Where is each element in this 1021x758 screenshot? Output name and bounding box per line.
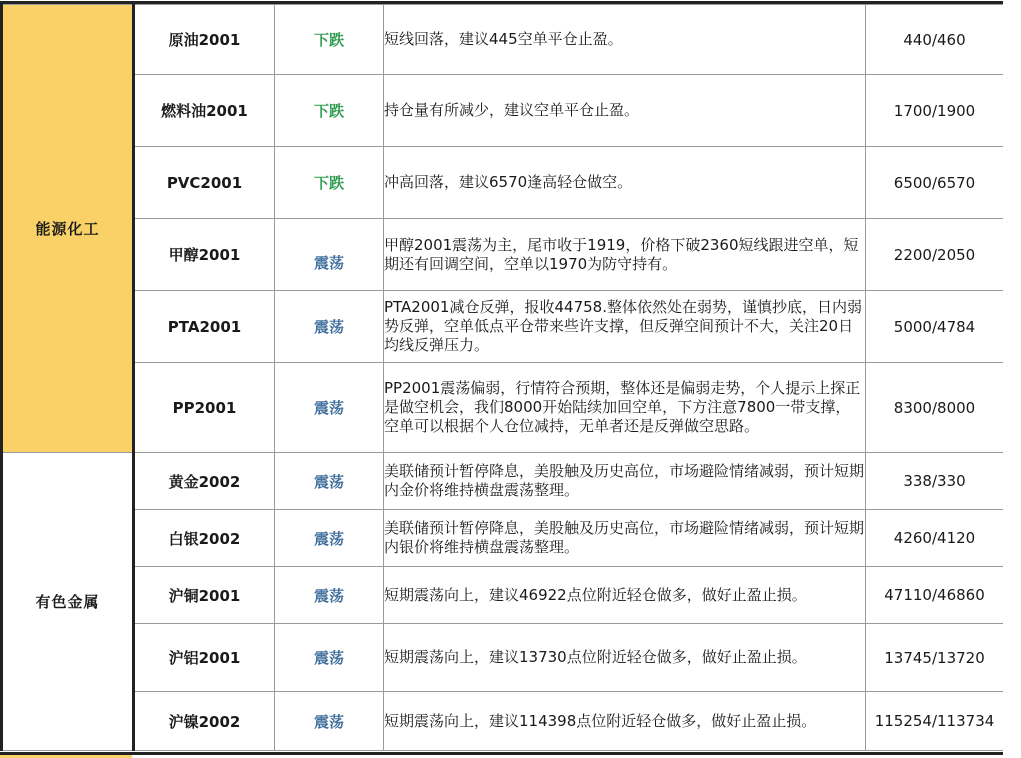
trend-cell: 下跌 bbox=[275, 147, 384, 219]
trend-cell: 震荡 bbox=[275, 510, 384, 567]
symbol-cell: 黄金2002 bbox=[134, 453, 275, 510]
trend-cell: 震荡 bbox=[275, 453, 384, 510]
trend-cell: 震荡 bbox=[275, 363, 384, 453]
table-row bbox=[2, 219, 1005, 291]
trend-cell: 下跌 bbox=[275, 5, 384, 75]
advice-cell: 美联储预计暂停降息，美股触及历史高位，市场避险情绪减弱，预计短期内金价将维持横盘震荡整理。 bbox=[384, 453, 866, 510]
trend-cell: 下跌 bbox=[275, 75, 384, 147]
table-row bbox=[2, 147, 1005, 219]
trend-cell bbox=[275, 219, 384, 291]
table-row bbox=[2, 624, 1005, 692]
trend-cell: 震荡 bbox=[275, 624, 384, 692]
page-margin bbox=[1003, 0, 1021, 758]
advice-cell: 短期震荡向上，建议46922点位附近轻仓做多，做好止盈止损。 bbox=[384, 567, 866, 624]
symbol-cell: 原油2001 bbox=[134, 5, 275, 75]
table-row bbox=[2, 75, 1005, 147]
symbol-cell: PTA2001 bbox=[134, 291, 275, 363]
symbol-cell: 沪镍2002 bbox=[134, 692, 275, 751]
advice-cell: 短期震荡向上，建议114398点位附近轻仓做多，做好止盈止损。 bbox=[384, 692, 866, 751]
advice-cell: 甲醇2001震荡为主，尾市收于1919，价格下破2360短线跟进空单，短期还有回调空间，空单以1970为防守持有。 bbox=[384, 219, 866, 291]
trend-cell: 震荡 bbox=[275, 291, 384, 363]
trend-label: 震荡 bbox=[313, 254, 344, 272]
levels-cell: 13745/13720 bbox=[866, 624, 1005, 692]
levels-cell: 338/330 bbox=[866, 453, 1005, 510]
levels-cell: 1700/1900 bbox=[866, 75, 1005, 147]
symbol-cell: PP2001 bbox=[134, 363, 275, 453]
category-cell: 能源化工 bbox=[2, 5, 134, 453]
levels-cell: 5000/4784 bbox=[866, 291, 1005, 363]
bottom-border bbox=[0, 752, 1003, 755]
levels-cell: 6500/6570 bbox=[866, 147, 1005, 219]
advice-cell: 短线回落，建议445空单平仓止盈。 bbox=[384, 5, 866, 75]
advice-cell: 短期震荡向上，建议13730点位附近轻仓做多，做好止盈止损。 bbox=[384, 624, 866, 692]
symbol-cell: 燃料油2001 bbox=[134, 75, 275, 147]
category-cell: 有色金属 bbox=[2, 453, 134, 751]
symbol-cell: 沪铝2001 bbox=[134, 624, 275, 692]
table-row bbox=[2, 363, 1005, 453]
levels-cell: 115254/113734 bbox=[866, 692, 1005, 751]
trend-cell: 震荡 bbox=[275, 692, 384, 751]
strategy-table bbox=[0, 4, 1006, 751]
table-row bbox=[2, 510, 1005, 567]
table-row bbox=[2, 567, 1005, 624]
advice-cell: PP2001震荡偏弱，行情符合预期，整体还是偏弱走势，个人提示上探正是做空机会，我们8000开始陆续加回空单，下方注意7800一带支撑，空单可以根据个人仓位减持，无单者还是反弹做空思路。 bbox=[384, 363, 866, 453]
symbol-cell: 白银2002 bbox=[134, 510, 275, 567]
symbol-cell: PVC2001 bbox=[134, 147, 275, 219]
symbol-cell: 沪铜2001 bbox=[134, 567, 275, 624]
advice-cell: PTA2001减仓反弹，报收44758.整体依然处在弱势，谨慎抄底，日内弱势反弹，空单低点平仓带来些许支撑，但反弹空间预计不大，关注20日均线反弹压力。 bbox=[384, 291, 866, 363]
levels-cell: 8300/8000 bbox=[866, 363, 1005, 453]
advice-cell: 美联储预计暂停降息，美股触及历史高位，市场避险情绪减弱，预计短期内银价将维持横盘震荡整理。 bbox=[384, 510, 866, 567]
table-row bbox=[2, 692, 1005, 751]
levels-cell: 47110/46860 bbox=[866, 567, 1005, 624]
table-row bbox=[2, 453, 1005, 510]
levels-cell: 440/460 bbox=[866, 5, 1005, 75]
advice-cell: 持仓量有所减少，建议空单平仓止盈。 bbox=[384, 75, 866, 147]
levels-cell: 2200/2050 bbox=[866, 219, 1005, 291]
levels-cell: 4260/4120 bbox=[866, 510, 1005, 567]
trend-cell: 震荡 bbox=[275, 567, 384, 624]
table-row bbox=[2, 5, 1005, 75]
table-row bbox=[2, 291, 1005, 363]
advice-cell: 冲高回落，建议6570逢高轻仓做空。 bbox=[384, 147, 866, 219]
symbol-cell: 甲醇2001 bbox=[134, 219, 275, 291]
